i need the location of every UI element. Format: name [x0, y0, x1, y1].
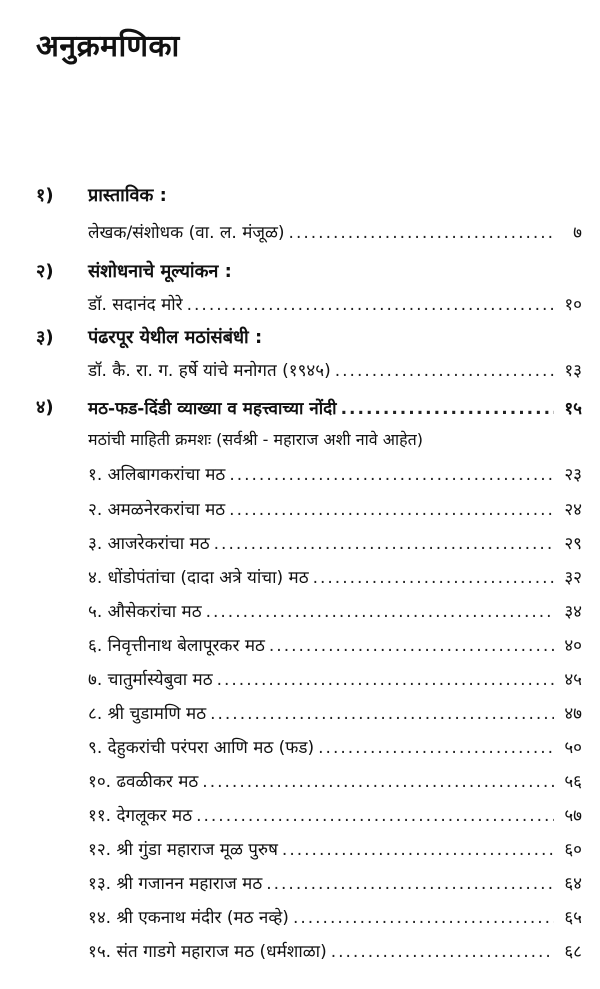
dot-leader: [229, 500, 554, 520]
page-title: अनुक्रमणिका: [36, 29, 180, 64]
section-note: मठांची माहिती क्रमशः (सर्वश्री - महाराज अशी नावे आहेत): [88, 430, 423, 449]
toc-section-2: [0, 254, 600, 288]
dot-leader: [206, 602, 554, 622]
page-number: २९: [564, 533, 582, 554]
dot-leader: [214, 534, 554, 554]
entry-label: ७. चातुर्मास्येबुवा मठ: [88, 669, 213, 690]
entry-label: डॉ. सदानंद मोरे: [88, 294, 183, 315]
toc-entry[interactable]: [0, 933, 600, 967]
toc-entry[interactable]: [0, 214, 600, 248]
toc-entry[interactable]: [0, 352, 600, 386]
page-number: ३२: [564, 567, 582, 588]
entry-label: डॉ. कै. रा. ग. हर्षे यांचे मनोगत (१९४५): [88, 360, 331, 381]
dot-leader: [282, 840, 554, 860]
page-number: २३: [564, 464, 582, 485]
toc-entry[interactable]: [0, 593, 600, 627]
entry-label: १५. संत गाडगे महाराज मठ (धर्मशाळा): [88, 941, 327, 962]
dot-leader: [293, 908, 554, 928]
toc-entry[interactable]: [0, 559, 600, 593]
dot-leader: [289, 223, 554, 243]
toc-entry[interactable]: [0, 865, 600, 899]
page-number: ६८: [564, 941, 582, 962]
toc-entry[interactable]: [0, 627, 600, 661]
page-number: ५०: [564, 737, 582, 758]
dot-leader: [318, 738, 554, 758]
dot-leader: [202, 772, 554, 792]
toc-section-1: [0, 178, 600, 212]
section-heading: संशोधनाचे मूल्यांकन :: [88, 261, 232, 282]
entry-label: लेखक/संशोधक (वा. ल. मंजूळ): [88, 222, 285, 243]
page-number: ४७: [564, 703, 582, 724]
dot-leader: [266, 874, 554, 894]
dot-leader: [313, 568, 554, 588]
section-number: ३): [36, 327, 54, 348]
toc-entry[interactable]: [0, 763, 600, 797]
dot-leader: [210, 704, 554, 724]
page-number: ५७: [564, 805, 582, 826]
dot-leader: [341, 399, 554, 419]
page-number: ६५: [564, 907, 582, 928]
entry-label: १३. श्री गजानन महाराज मठ: [88, 873, 263, 894]
toc-entry[interactable]: [0, 525, 600, 559]
dot-leader: [335, 361, 554, 381]
entry-label: १२. श्री गुंडा महाराज मूळ पुरुष: [88, 839, 278, 860]
toc-entry[interactable]: [0, 456, 600, 490]
dot-leader: [217, 670, 554, 690]
section-heading: मठ-फड-दिंडी व्याख्या व महत्त्वाच्या नोंदी: [88, 398, 337, 419]
dot-leader: [196, 806, 554, 826]
toc-entry[interactable]: [0, 661, 600, 695]
toc-section-3: [0, 320, 600, 354]
entry-label: ११. देगलूकर मठ: [88, 805, 193, 826]
toc-entry[interactable]: [0, 695, 600, 729]
dot-leader: [269, 636, 554, 656]
toc-entry[interactable]: [0, 831, 600, 865]
section-number: ४): [36, 397, 54, 418]
entry-label: ६. निवृत्तीनाथ बेलापूरकर मठ: [88, 635, 265, 656]
page-number: ६०: [564, 839, 582, 860]
page-number: २४: [564, 499, 582, 520]
toc-entry[interactable]: [0, 729, 600, 763]
entry-label: ९. देहुकरांची परंपरा आणि मठ (फड): [88, 737, 315, 758]
toc-entry[interactable]: [0, 797, 600, 831]
dot-leader: [229, 465, 554, 485]
toc-entry[interactable]: [0, 899, 600, 933]
entry-label: ४. धोंडोपंतांचा (दादा अत्रे यांचा) मठ: [88, 567, 309, 588]
page-number: ७: [573, 222, 582, 243]
section-note-row: [0, 422, 600, 456]
toc-entry[interactable]: [0, 286, 600, 320]
section-heading: प्रास्ताविक :: [88, 185, 167, 206]
page-number: १३: [564, 360, 582, 381]
toc-entry[interactable]: [0, 491, 600, 525]
toc-section-4[interactable]: [0, 390, 600, 424]
entry-label: १०. ढवळीकर मठ: [88, 771, 199, 792]
entry-label: १. अलिबागकरांचा मठ: [88, 464, 226, 485]
entry-label: १४. श्री एकनाथ मंदीर (मठ नव्हे): [88, 907, 289, 928]
entry-label: २. अमळनेरकरांचा मठ: [88, 499, 226, 520]
entry-label: ३. आजरेकरांचा मठ: [88, 533, 210, 554]
page-number: ५६: [564, 771, 582, 792]
page-number: १०: [564, 294, 582, 315]
page-number: ६४: [564, 873, 582, 894]
entry-label: ५. औसेकरांचा मठ: [88, 601, 202, 622]
section-number: २): [36, 261, 54, 282]
page-number: १५: [564, 398, 582, 419]
page-number: ४५: [564, 669, 582, 690]
entry-label: ८. श्री चुडामणि मठ: [88, 703, 207, 724]
dot-leader: [331, 942, 554, 962]
section-number: १): [36, 185, 54, 206]
page-number: ३४: [564, 601, 582, 622]
section-heading: पंढरपूर येथील मठांसंबंधी :: [88, 327, 263, 348]
dot-leader: [187, 295, 554, 315]
page-number: ४०: [564, 635, 582, 656]
